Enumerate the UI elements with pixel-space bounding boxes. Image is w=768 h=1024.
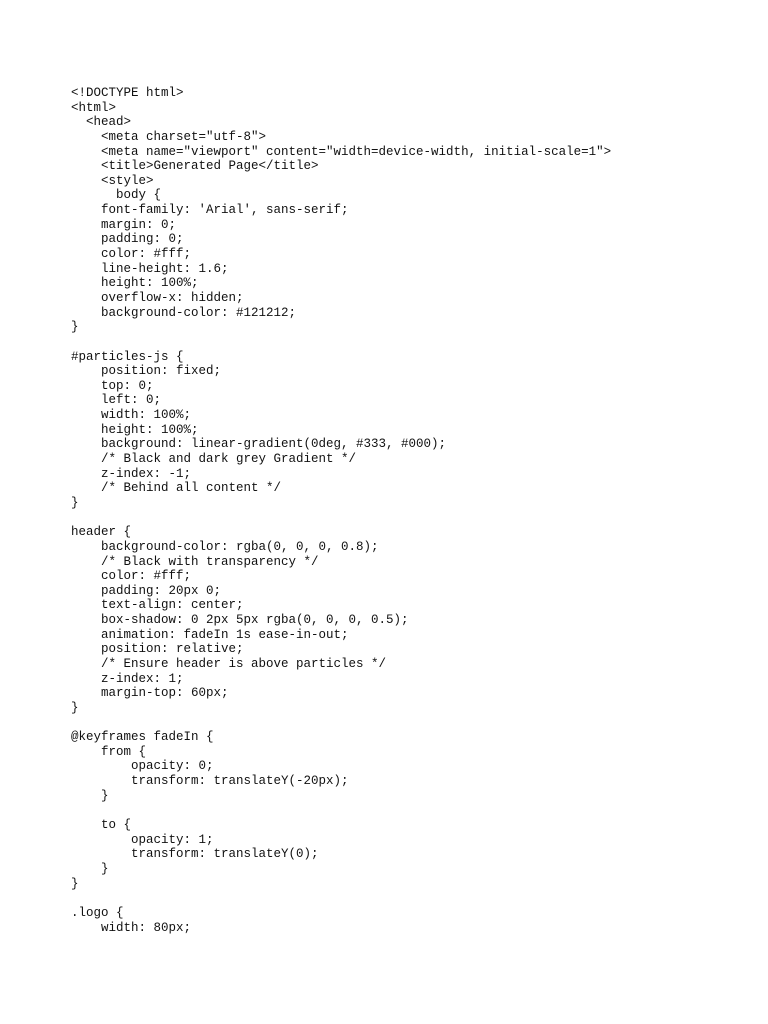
code-line: header {: [71, 525, 132, 540]
code-line: <html>: [71, 100, 117, 115]
code-line: overflow-x: hidden;: [71, 290, 244, 305]
code-line: padding: 20px 0;: [71, 583, 222, 598]
code-line: [71, 891, 611, 906]
code-line: }: [71, 495, 79, 510]
code-line: <style>: [71, 173, 154, 188]
code-line: }: [71, 700, 79, 715]
code-line: position: fixed;: [71, 364, 222, 379]
code-line: color: #fff;: [71, 569, 192, 584]
code-line: [71, 335, 611, 350]
code-line: width: 100%;: [71, 408, 192, 423]
code-line: <meta charset="utf-8">: [71, 129, 267, 144]
code-line: <title>Generated Page</title>: [71, 159, 319, 174]
code-line: <head>: [71, 115, 132, 130]
code-line: animation: fadeIn 1s ease-in-out;: [71, 627, 349, 642]
code-line: opacity: 1;: [71, 832, 214, 847]
code-line: [71, 716, 611, 731]
code-line: to {: [71, 818, 132, 833]
code-line: /* Behind all content */: [71, 481, 282, 496]
code-line: box-shadow: 0 2px 5px rgba(0, 0, 0, 0.5);: [71, 613, 409, 628]
code-line: [71, 511, 611, 526]
code-line: background: linear-gradient(0deg, #333, #000);: [71, 437, 447, 452]
code-line: [71, 803, 611, 818]
code-line: }: [71, 861, 109, 876]
code-block: [71, 86, 611, 935]
code-line: <meta name="viewport" content="width=device-width, initial-scale=1">: [71, 144, 612, 159]
code-line: height: 100%;: [71, 276, 199, 291]
code-line: /* Black and dark grey Gradient */: [71, 452, 357, 467]
code-line: /* Black with transparency */: [71, 554, 319, 569]
code-line: margin-top: 60px;: [71, 686, 229, 701]
code-line: .logo {: [71, 905, 124, 920]
code-line: width: 80px;: [71, 920, 192, 935]
code-line: transform: translateY(-20px);: [71, 774, 349, 789]
code-line: left: 0;: [71, 393, 162, 408]
code-line: body {: [71, 188, 162, 203]
code-line: color: #fff;: [71, 247, 192, 262]
code-line: z-index: 1;: [71, 671, 184, 686]
code-line: position: relative;: [71, 642, 244, 657]
code-line: top: 0;: [71, 378, 154, 393]
code-line: padding: 0;: [71, 232, 184, 247]
code-line: text-align: center;: [71, 598, 244, 613]
code-line: }: [71, 320, 79, 335]
code-line: transform: translateY(0);: [71, 847, 319, 862]
code-line: #particles-js {: [71, 349, 184, 364]
code-line: <!DOCTYPE html>: [71, 86, 184, 100]
code-line: background-color: #121212;: [71, 305, 297, 320]
code-line: opacity: 0;: [71, 759, 214, 774]
code-line: @keyframes fadeIn {: [71, 730, 214, 745]
code-line: line-height: 1.6;: [71, 261, 229, 276]
code-line: }: [71, 788, 109, 803]
code-line: from {: [71, 744, 147, 759]
code-line: height: 100%;: [71, 422, 199, 437]
code-line: z-index: -1;: [71, 466, 192, 481]
code-line: }: [71, 876, 79, 891]
code-line: /* Ensure header is above particles */: [71, 656, 387, 671]
code-line: font-family: 'Arial', sans-serif;: [71, 203, 349, 218]
code-line: background-color: rgba(0, 0, 0, 0.8);: [71, 539, 379, 554]
code-line: margin: 0;: [71, 217, 177, 232]
